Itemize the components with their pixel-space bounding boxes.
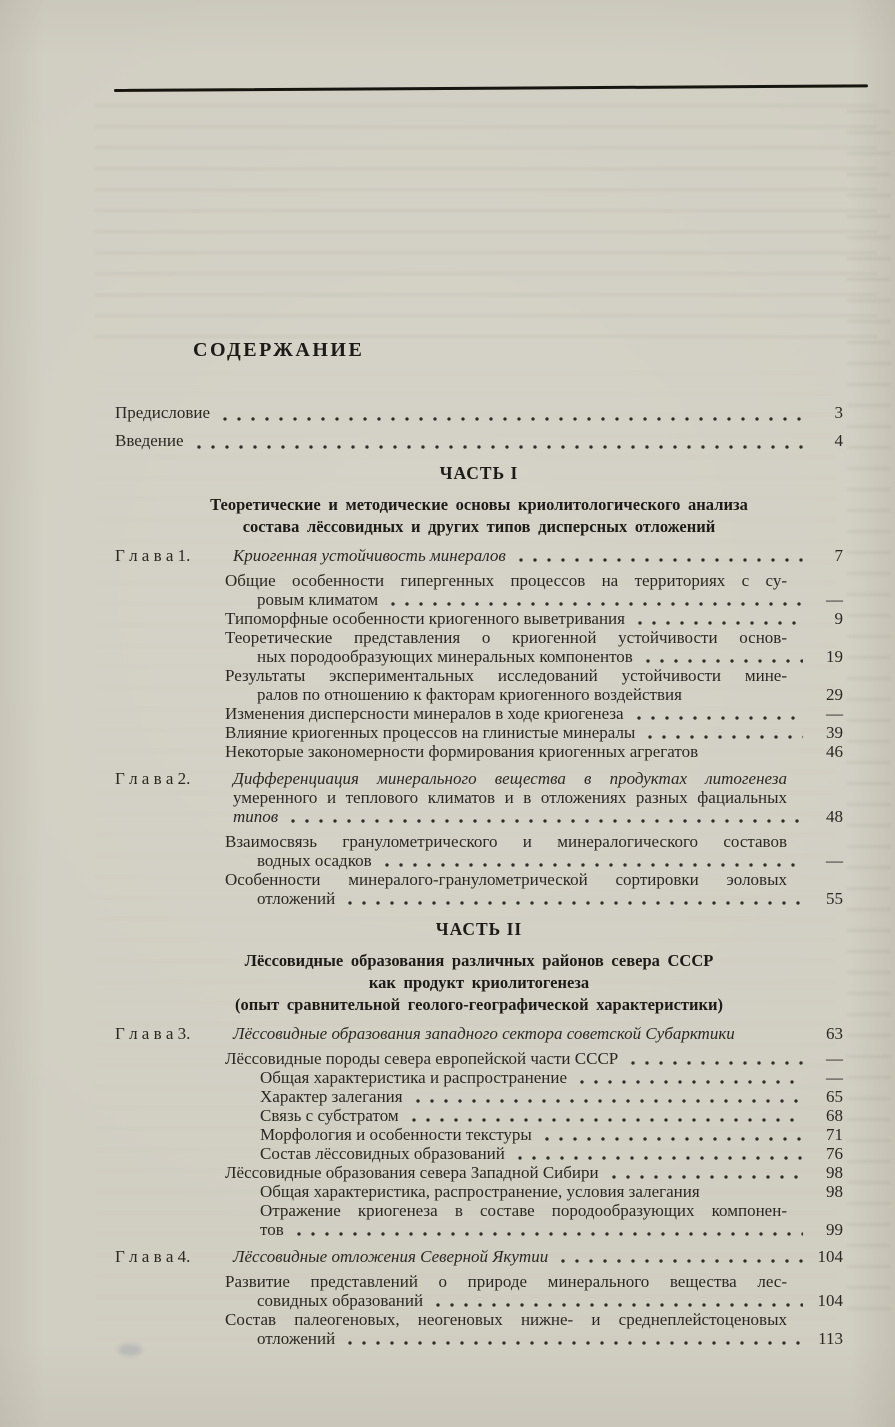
- toc-row: [115, 546, 843, 565]
- toc-entry-sub2: [115, 1201, 843, 1239]
- dot-leader: [544, 1136, 803, 1142]
- entry-title: типов: [233, 807, 279, 826]
- toc-row: [115, 1106, 843, 1125]
- entry-title: Морфология и особенности текстуры: [260, 1125, 532, 1144]
- toc-row: [115, 1024, 843, 1043]
- toc-row: [115, 685, 843, 704]
- toc-entry-partsub: [115, 494, 843, 538]
- page-number: 113: [818, 1329, 843, 1348]
- toc-entry-sub1: [115, 832, 843, 870]
- toc-entry-sub2: [115, 1068, 843, 1087]
- toc-entry-chapter: [115, 1024, 843, 1043]
- page-number: 19: [826, 647, 843, 666]
- entry-title: ных породообразующих минеральных компонентов: [257, 647, 633, 666]
- toc-row: [115, 832, 843, 851]
- entry-title: Особенности минералого-гранулометрической сортировки эоловых: [225, 870, 787, 889]
- dot-leader: [645, 658, 803, 664]
- toc-entry-sub1: [115, 1310, 843, 1348]
- toc-row: [115, 870, 843, 889]
- toc-entry-chapter: [115, 546, 843, 565]
- toc-row: [115, 1310, 843, 1329]
- entry-title: совидных образований: [257, 1291, 424, 1310]
- entry-title: отложений: [257, 889, 336, 908]
- entry-title: Общая характеристика и распространение: [260, 1068, 568, 1087]
- top-rule: [114, 84, 868, 92]
- dot-leader: [611, 1174, 803, 1180]
- entry-title: Предисловие: [115, 403, 211, 422]
- toc-entry-sub1: [115, 704, 843, 723]
- toc-row: [115, 628, 843, 647]
- toc-entry-sub1: [115, 628, 843, 666]
- entry-title: Состав палеогеновых, неогеновых нижне- и среднеплейстоценовых: [225, 1310, 787, 1329]
- entry-title: Типоморфные особенности криогенного выветривания: [225, 609, 625, 628]
- entry-title: Лёссовидные образования западного сектора советской Субарктики: [233, 1024, 735, 1043]
- dot-leader: [636, 715, 803, 721]
- toc-entry-front: [115, 402, 843, 424]
- dot-leader: [517, 1155, 803, 1161]
- entry-title: Характер залегания: [260, 1087, 403, 1106]
- page-number: —: [826, 1068, 843, 1087]
- toc-entry-part: [115, 462, 843, 484]
- toc-row: [115, 609, 843, 628]
- leader-gap: [710, 753, 803, 759]
- toc-entry-sub1: [115, 1163, 843, 1182]
- part-subtitle-line: состава лёссовидных и других типов дисперсных отложений: [242, 517, 716, 536]
- part-subtitle-line: Теоретические и методические основы криолитологического анализа: [210, 495, 748, 514]
- entry-title: Изменения дисперсности минералов в ходе криогенеза: [225, 704, 624, 723]
- toc-row: [115, 430, 843, 452]
- toc-row: [115, 402, 843, 424]
- entry-title: Лёссовидные отложения Северной Якутии: [233, 1247, 549, 1266]
- toc-row: [115, 1220, 843, 1239]
- toc-row: [115, 807, 843, 826]
- entry-title: Лёссовидные породы севера европейской части СССР: [225, 1049, 619, 1068]
- dot-leader: [560, 1258, 803, 1264]
- entry-title: ралов по отношению к факторам криогенного воздействия: [257, 685, 682, 704]
- entry-title: Состав лёссовидных образований: [260, 1144, 505, 1163]
- entry-title: умеренного и теплового климатов и в отложениях разных фациальных: [233, 788, 787, 807]
- toc-entry-chapter: [115, 1247, 843, 1266]
- toc-entry-sub1: [115, 571, 843, 609]
- table-of-contents: [115, 338, 843, 1348]
- page-number: 39: [826, 723, 843, 742]
- dot-leader: [296, 1231, 803, 1237]
- entry-title: Криогенная устойчивость минералов: [233, 546, 506, 565]
- chapter-label: Г л а в а 3.: [115, 1024, 191, 1043]
- dot-leader: [384, 862, 803, 868]
- page-number: 29: [826, 685, 843, 704]
- toc-entry-sub2: [115, 1182, 843, 1201]
- toc-row: [115, 1291, 843, 1310]
- toc-entry-sub1: [115, 742, 843, 761]
- leader-gap: [747, 1035, 803, 1041]
- toc-row: [115, 590, 843, 609]
- page-number: —: [826, 704, 843, 723]
- page-number: 68: [826, 1106, 843, 1125]
- toc-entry-sub1: [115, 609, 843, 628]
- toc-entry-sub1: [115, 1272, 843, 1310]
- dot-leader: [647, 734, 803, 740]
- toc-row: [115, 1272, 843, 1291]
- page-number: 104: [817, 1247, 843, 1266]
- toc-entry-sub1: [115, 1049, 843, 1068]
- entry-title: отложений: [257, 1329, 336, 1348]
- toc-row: [115, 571, 843, 590]
- part-subtitle-line: Лёссовидные образования различных районов севера СССР: [244, 951, 714, 970]
- page-number: 3: [834, 403, 843, 422]
- page-number: 55: [826, 889, 843, 908]
- page-number: 9: [834, 609, 843, 628]
- entry-title: тов: [260, 1220, 284, 1239]
- dot-leader: [411, 1117, 803, 1123]
- chapter-label: Г л а в а 2.: [115, 769, 191, 788]
- page-number: 99: [826, 1220, 843, 1239]
- toc-entry-chapter: [115, 769, 843, 826]
- entry-title: Результаты экспериментальных исследований устойчивости мине-: [225, 666, 787, 685]
- toc-row: [115, 1049, 843, 1068]
- leader-gap: [712, 1193, 803, 1199]
- dot-leader: [390, 601, 803, 607]
- dot-leader: [435, 1302, 803, 1308]
- toc-entry-sub2: [115, 1106, 843, 1125]
- page-number: —: [826, 851, 843, 870]
- page-number: 71: [826, 1125, 843, 1144]
- page-number: 104: [817, 1291, 843, 1310]
- toc-row: [115, 1247, 843, 1266]
- chapter-label: Г л а в а 4.: [115, 1247, 191, 1266]
- toc-row: [115, 1087, 843, 1106]
- page-number: —: [826, 1049, 843, 1068]
- toc-row: [115, 889, 843, 908]
- entry-title: Теоретические представления о криогенной устойчивости основ-: [225, 628, 787, 647]
- entry-title: Развитие представлений о природе минерального вещества лес-: [225, 1272, 787, 1291]
- entry-title: Общие особенности гипергенных процессов на территориях с су-: [225, 571, 787, 590]
- toc-entry-partsub: [115, 950, 843, 1016]
- toc-row: [115, 647, 843, 666]
- toc-row: [115, 723, 843, 742]
- toc-entry-sub1: [115, 666, 843, 704]
- toc-row: [115, 851, 843, 870]
- page-number: 4: [834, 431, 843, 450]
- toc-entry-sub1: [115, 723, 843, 742]
- toc-entry-sub2: [115, 1125, 843, 1144]
- entry-title: Некоторые закономерности формирования криогенных агрегатов: [225, 742, 699, 761]
- toc-row: [115, 666, 843, 685]
- page-number: 7: [834, 546, 843, 565]
- toc-list: [115, 402, 843, 1348]
- entry-title: Влияние криогенных процессов на глинистые минералы: [225, 723, 636, 742]
- part-title: ЧАСТЬ II: [435, 919, 523, 939]
- toc-entry-part: [115, 918, 843, 940]
- contents-heading: СОДЕРЖАНИЕ: [193, 339, 365, 361]
- dot-leader: [347, 900, 803, 906]
- toc-row: [115, 704, 843, 723]
- page-number: 76: [826, 1144, 843, 1163]
- dot-leader: [518, 557, 803, 563]
- toc-row: [115, 1163, 843, 1182]
- entry-title: водных осадков: [257, 851, 372, 870]
- toc-row: [115, 1068, 843, 1087]
- toc-entry-front: [115, 430, 843, 452]
- toc-row: [115, 742, 843, 761]
- toc-row: [115, 788, 843, 807]
- page-number: 98: [826, 1182, 843, 1201]
- page-number: 48: [826, 807, 843, 826]
- page-number: 46: [826, 742, 843, 761]
- dot-leader: [347, 1340, 803, 1346]
- bleedthrough-artifact-right-margin: [847, 100, 891, 1310]
- dot-leader: [637, 620, 803, 626]
- entry-title: Введение: [115, 431, 184, 450]
- bleedthrough-artifact-top: [95, 103, 877, 338]
- dot-leader: [579, 1079, 803, 1085]
- dot-leader: [630, 1060, 803, 1066]
- chapter-label: Г л а в а 1.: [115, 546, 191, 565]
- part-subtitle-line: (опыт сравнительной геолого-географической характеристики): [234, 995, 724, 1014]
- dot-leader: [290, 818, 803, 824]
- entry-title: Отражение криогенеза в составе породообразующих компонен-: [260, 1201, 787, 1220]
- page-number: —: [826, 590, 843, 609]
- toc-entry-sub2: [115, 1144, 843, 1163]
- part-title: ЧАСТЬ I: [439, 463, 519, 483]
- entry-title: ровым климатом: [257, 590, 379, 609]
- entry-title: Взаимосвязь гранулометрического и минералогического составов: [225, 832, 787, 851]
- dot-leader: [415, 1098, 803, 1104]
- entry-title: Лёссовидные образования севера Западной Сибири: [225, 1163, 599, 1182]
- toc-row: [115, 769, 843, 788]
- leader-gap: [694, 696, 803, 702]
- toc-row: [115, 1329, 843, 1348]
- entry-title: Связь с субстратом: [260, 1106, 399, 1125]
- dot-leader: [196, 444, 803, 450]
- toc-row: [115, 1182, 843, 1201]
- page-number: 63: [826, 1024, 843, 1043]
- entry-title: Общая характеристика, распространение, условия залегания: [260, 1182, 700, 1201]
- toc-row: [115, 1144, 843, 1163]
- toc-entry-sub2: [115, 1087, 843, 1106]
- entry-title: Дифференциация минерального вещества в продуктах литогенеза: [233, 769, 787, 788]
- page-number: 65: [826, 1087, 843, 1106]
- part-subtitle-line: как продукт криолитогенеза: [368, 973, 590, 992]
- toc-row: [115, 1125, 843, 1144]
- toc-row: [115, 1201, 843, 1220]
- dot-leader: [222, 416, 803, 422]
- toc-entry-sub1: [115, 870, 843, 908]
- page-number: 98: [826, 1163, 843, 1182]
